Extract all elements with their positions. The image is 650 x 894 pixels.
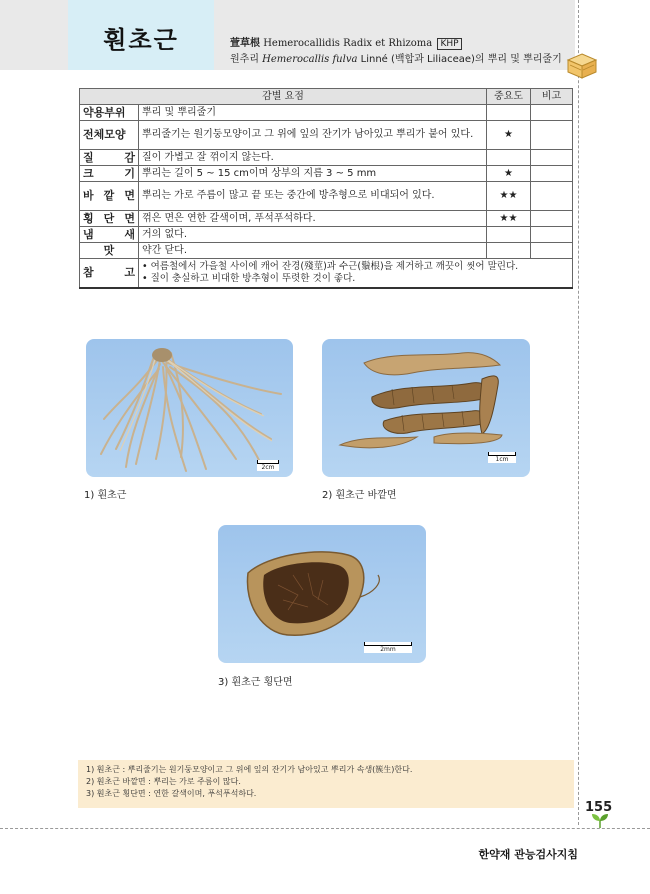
scale-label: 2cm xyxy=(261,464,275,471)
page-title: 훤초근 xyxy=(103,26,179,54)
row-note xyxy=(531,121,573,150)
title-box xyxy=(68,0,214,70)
page-number: 155 xyxy=(585,800,613,815)
row-text: 약간 닫다. xyxy=(139,243,487,259)
photo-outer-surface xyxy=(322,339,530,477)
ref-item: • 질이 충실하고 비대한 방추형이 뚜렷한 것이 좋다. xyxy=(142,273,356,284)
row-importance xyxy=(487,243,531,259)
photo-cross-section xyxy=(218,525,426,663)
table-row xyxy=(80,211,573,227)
khp-badge: KHP xyxy=(437,38,461,50)
table-row xyxy=(80,227,573,243)
row-text: 뿌리는 길이 5 ~ 15 cm이며 상부의 지름 3 ~ 5 mm xyxy=(139,166,487,182)
row-importance xyxy=(487,150,531,166)
figure-caption: 3) 훤초근 횡단면 xyxy=(218,677,293,688)
scale-bar xyxy=(257,460,279,471)
herb-box-icon xyxy=(566,52,598,80)
header-importance: 중요도 xyxy=(487,89,531,105)
note-line: 3) 훤초근 횡단면 : 연한 갈색이며, 푸석푸석하다. xyxy=(86,789,257,798)
scale-label: 2mm xyxy=(380,646,396,653)
ref-item: • 여름철에서 가을철 사이에 캐어 잔경(殘莖)과 수근(鬚根)을 제거하고 깨끗이 씻어 말린다. xyxy=(142,261,519,272)
row-text: 거의 없다. xyxy=(139,227,487,243)
figure-caption: 1) 훤초근 xyxy=(84,490,127,501)
scale-label: 1cm xyxy=(495,456,509,463)
row-text: 뿌리 및 뿌리줄기 xyxy=(139,105,487,121)
header-note: 비고 xyxy=(531,89,573,105)
footer-divider xyxy=(0,828,650,829)
table-row xyxy=(80,121,573,150)
table-header-row xyxy=(80,89,573,105)
row-text: 꺾은 면은 연한 갈색이며, 푸석푸석하다. xyxy=(139,211,487,227)
row-label: 약용부위 xyxy=(80,105,139,121)
table-row xyxy=(80,105,573,121)
row-label: 크 기 xyxy=(80,166,139,182)
figure-notes xyxy=(78,760,574,808)
row-label: 냄 새 xyxy=(80,227,139,243)
margin-divider xyxy=(578,0,579,825)
figure-caption: 2) 훤초근 바깥면 xyxy=(322,490,397,501)
origin-prefix: 원추리 xyxy=(230,54,259,65)
origin-species: Hemerocallis fulva xyxy=(262,54,358,65)
row-importance: ★ xyxy=(487,166,531,182)
row-text: 질이 가볍고 잘 꺾이지 않는다. xyxy=(139,150,487,166)
row-note xyxy=(531,105,573,121)
row-importance: ★ xyxy=(487,121,531,150)
row-label: 질 감 xyxy=(80,150,139,166)
row-label: 횡 단 면 xyxy=(80,211,139,227)
row-importance: ★★ xyxy=(487,182,531,211)
row-importance xyxy=(487,227,531,243)
table-row-reference xyxy=(80,259,573,289)
root-bundle-drawing xyxy=(86,339,293,477)
latin-prefix: 萱草根 xyxy=(230,38,260,49)
row-note xyxy=(531,243,573,259)
row-label: 맛 xyxy=(80,243,139,259)
ref-label: 참 고 xyxy=(80,259,139,289)
row-label: 전체모양 xyxy=(80,121,139,150)
table-row xyxy=(80,150,573,166)
table-row xyxy=(80,182,573,211)
ref-text xyxy=(139,259,573,289)
book-title: 한약재 관능검사지침 xyxy=(478,848,578,861)
origin-line xyxy=(230,50,562,65)
table-row xyxy=(80,166,573,182)
scale-bar xyxy=(364,642,412,653)
scale-bar xyxy=(488,452,516,463)
row-label: 바 깥 면 xyxy=(80,182,139,211)
latin-name-line xyxy=(230,34,462,49)
latin-name: Hemerocallidis Radix et Rhizoma xyxy=(263,38,433,49)
row-note xyxy=(531,211,573,227)
note-line: 1) 훤초근 : 뿌리줄기는 원기둥모양이고 그 위에 잎의 잔기가 남아있고 뿌리가 속생(簇生)한다. xyxy=(86,765,413,774)
row-text: 뿌리는 가로 주름이 많고 끝 또는 중간에 방추형으로 비대되어 있다. xyxy=(139,182,487,211)
row-note xyxy=(531,227,573,243)
origin-author: Linné xyxy=(360,54,388,65)
table-row xyxy=(80,243,573,259)
row-importance xyxy=(487,105,531,121)
row-importance: ★★ xyxy=(487,211,531,227)
row-text: 뿌리줄기는 원기둥모양이고 그 위에 잎의 잔기가 남아있고 뿌리가 붙어 있다. xyxy=(139,121,487,150)
header-points: 감별 요점 xyxy=(80,89,487,105)
row-note xyxy=(531,182,573,211)
identification-table xyxy=(79,88,573,289)
photo-whole-root xyxy=(86,339,293,477)
origin-suffix: (백합과 Liliaceae)의 뿌리 및 뿌리줄기 xyxy=(391,54,562,65)
row-note xyxy=(531,150,573,166)
row-note xyxy=(531,166,573,182)
sprout-icon xyxy=(591,812,609,828)
note-line: 2) 훤초근 바깥면 : 뿌리는 가로 주름이 많다. xyxy=(86,777,241,786)
